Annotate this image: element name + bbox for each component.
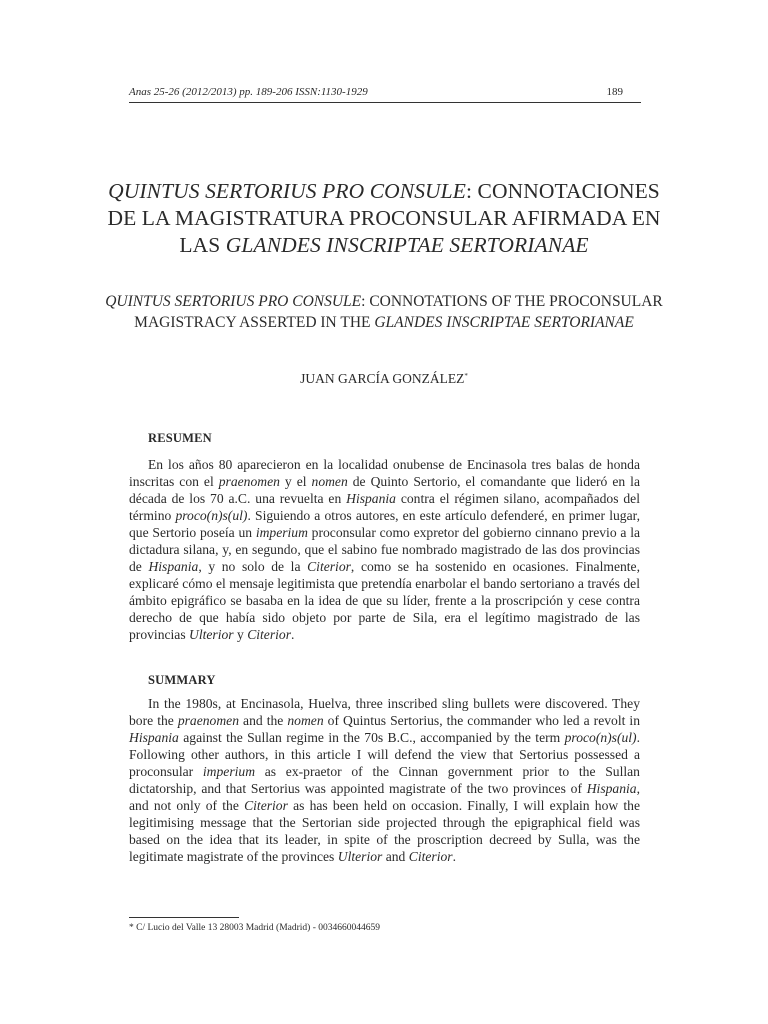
header-rule xyxy=(129,102,641,103)
italic-term: proco(n)s(ul) xyxy=(175,508,248,523)
italic-term: proco(n)s(ul) xyxy=(564,730,637,745)
text-run: as ex-praetor of the Cinnan government prior to the Sullan dictatorship, and that Sertorius was appointed magistrate of the two provinces of xyxy=(129,764,640,796)
italic-term: Hispania xyxy=(148,559,199,574)
italic-term: Hispania xyxy=(129,730,179,745)
text-run: . xyxy=(291,627,295,642)
title-roman-part: : CONNOTACIONES DE LA MAGISTRATURA PROCONSULAR AFIRMADA EN LAS xyxy=(107,179,661,257)
article-subtitle-english xyxy=(100,291,668,333)
article-title xyxy=(100,178,668,259)
italic-term: Citerior xyxy=(307,559,351,574)
italic-term: nomen xyxy=(287,713,324,728)
text-run: In the 1980s, at Encinasola, Huelva, three inscribed sling bullets were discovered. They bore the xyxy=(129,696,640,728)
resumen-heading: RESUMEN xyxy=(148,431,212,445)
italic-term: Hispania xyxy=(586,781,637,796)
text-run: , como se ha sostenido en ocasiones. Finalmente, explicaré cómo el mensaje legitimista que pretendía enarbolar el bando sertoriano a través del ámbito epigráfico se basaba en la idea de que su líder, frente a la proscripción y cese contra derecho de que había sido objeto por parte de Sila, era el legítimo magistrado de las provincias xyxy=(129,559,640,642)
summary-heading: SUMMARY xyxy=(148,673,216,687)
text-run: and the xyxy=(239,713,288,728)
page-number: 189 xyxy=(606,86,623,98)
subtitle-italic-tail: GLANDES INSCRIPTAE SERTORIANAE xyxy=(374,314,634,331)
italic-term: Citerior xyxy=(244,798,288,813)
text-run: de Quinto Sertorio, el comandante que lideró en la década de los 70 a.C. una revuelta en xyxy=(129,474,640,506)
italic-term: imperium xyxy=(202,764,256,779)
running-header xyxy=(129,86,641,102)
text-run: and xyxy=(382,849,409,864)
text-run: . Siguiendo a otros autores, en este artículo defenderé, en primer lugar, que Sertorio poseía un xyxy=(129,508,640,540)
text-run: En los años 80 aparecieron en la localidad onubense de Encinasola tres balas de honda inscritas con el xyxy=(129,457,640,489)
author-footnote-marker: * xyxy=(464,372,468,380)
text-run: against the Sullan regime in the 70s B.C., accompanied by the term xyxy=(178,730,565,745)
subtitle-italic-part: QUINTUS SERTORIUS PRO CONSULE xyxy=(105,293,362,310)
text-run: . Following other authors, in this article I will defend the view that Sertorius possessed a proconsular xyxy=(129,730,640,779)
summary-paragraph xyxy=(129,695,640,865)
text-run: of Quintus Sertorius, the commander who led a revolt in xyxy=(323,713,640,728)
italic-term: Hispania xyxy=(346,491,396,506)
subtitle-roman-part: : CONNOTATIONS OF THE PROCONSULAR MAGISTRACY ASSERTED IN THE xyxy=(134,293,663,331)
author-line xyxy=(100,371,668,387)
text-run: y xyxy=(233,627,248,642)
text-run: contra el régimen silano, acompañados del término xyxy=(129,491,640,523)
italic-term: Ulterior xyxy=(337,849,383,864)
italic-term: Ulterior xyxy=(189,627,234,642)
author-name: JUAN GARCÍA GONZÁLEZ xyxy=(300,371,465,386)
italic-term: Citerior xyxy=(408,849,453,864)
author-footnote: * C/ Lucio del Valle 13 28003 Madrid (Madrid) - 0034660044659 xyxy=(129,923,381,933)
italic-term: Citerior xyxy=(247,627,291,642)
italic-term: nomen xyxy=(311,474,348,489)
italic-term: praenomen xyxy=(218,474,280,489)
text-run: y el xyxy=(279,474,312,489)
footnote-rule xyxy=(129,917,239,918)
italic-term: imperium xyxy=(255,525,308,540)
italic-term: praenomen xyxy=(177,713,240,728)
text-run: , y no solo de la xyxy=(198,559,308,574)
journal-citation: Anas 25-26 (2012/2013) pp. 189-206 ISSN:1130-1929 xyxy=(129,86,368,98)
text-run: proconsular como expretor del gobierno cinnano previo a la dictadura silana, y, en segundo, que el sabino fue nombrado magistrado de las dos provincias de xyxy=(129,525,641,574)
resumen-paragraph xyxy=(129,456,640,643)
text-run: as has been held on occasion. Finally, I will explain how the legitimising message that the Sertorian side projected through the epigraphical field was based on the idea that its leader, in spite of the proscription decreed by Sulla, was the legitimate magistrate of the provinces xyxy=(129,798,641,864)
title-italic-tail: GLANDES INSCRIPTAE SERTORIANAE xyxy=(225,233,589,257)
title-italic-part: QUINTUS SERTORIUS PRO CONSULE xyxy=(108,179,466,203)
text-run: . xyxy=(452,849,456,864)
text-run: , and not only of the xyxy=(129,781,640,813)
